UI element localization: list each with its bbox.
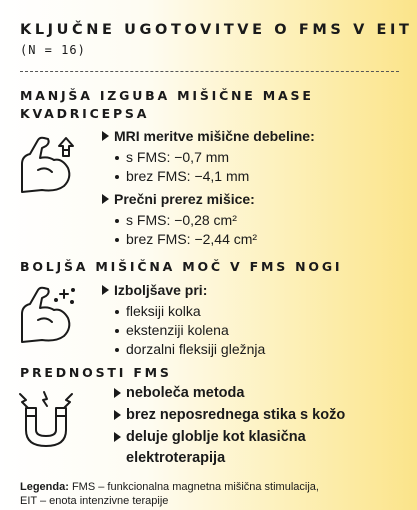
legend-line: FMS – funkcionalna magnetna mišična stimulacija, bbox=[68, 481, 319, 493]
advantage-item: deluje globlje kot klasična bbox=[126, 429, 306, 445]
group-title-mri: MRI meritve mišične debeline: bbox=[114, 128, 315, 144]
advantage-item: neboleča metoda bbox=[126, 385, 245, 401]
section-heading-strength: BOLJŠA MIŠIČNA MOČ V FMS NOGI bbox=[20, 259, 343, 274]
section-heading-muscle-mass bbox=[20, 87, 314, 123]
list-item: brez FMS: −4,1 mm bbox=[126, 168, 250, 184]
advantage-item-continuation bbox=[126, 448, 225, 468]
magnet-icon bbox=[16, 390, 76, 450]
flexed-arm-with-sparkles-icon bbox=[18, 284, 78, 344]
section-heading-line: MANJŠA IZGUBA MIŠIČNE MASE bbox=[20, 88, 314, 103]
legend bbox=[20, 480, 400, 508]
dashed-divider bbox=[20, 71, 399, 72]
section-heading-line: KVADRICEPSA bbox=[20, 106, 150, 121]
list-item: s FMS: −0,28 cm² bbox=[126, 212, 237, 228]
advantage-item-continuation-text: elektroterapija bbox=[126, 450, 226, 466]
list-item: brez FMS: −2,44 cm² bbox=[126, 231, 258, 247]
advantage-item: brez neposrednega stika s kožo bbox=[126, 407, 346, 423]
list-item: dorzalni fleksiji gležnja bbox=[126, 341, 266, 357]
group-title-cross-section: Prečni prerez mišice: bbox=[114, 191, 255, 207]
legend-line: EIT – enota intenzivne terapije bbox=[20, 495, 169, 507]
flexed-arm-with-up-arrow-icon bbox=[18, 134, 78, 194]
section-heading-advantages: PREDNOSTI FMS bbox=[20, 365, 172, 380]
sample-size: (N = 16) bbox=[20, 43, 86, 57]
page-title: KLJUČNE UGOTOVITVE O FMS V EIT bbox=[20, 22, 413, 38]
list-item: fleksiji kolka bbox=[126, 303, 201, 319]
legend-label: Legenda: bbox=[20, 481, 69, 493]
group-title-improvements: Izboljšave pri: bbox=[114, 282, 208, 298]
list-item: s FMS: −0,7 mm bbox=[126, 149, 230, 165]
list-item: ekstenziji kolena bbox=[126, 322, 229, 338]
